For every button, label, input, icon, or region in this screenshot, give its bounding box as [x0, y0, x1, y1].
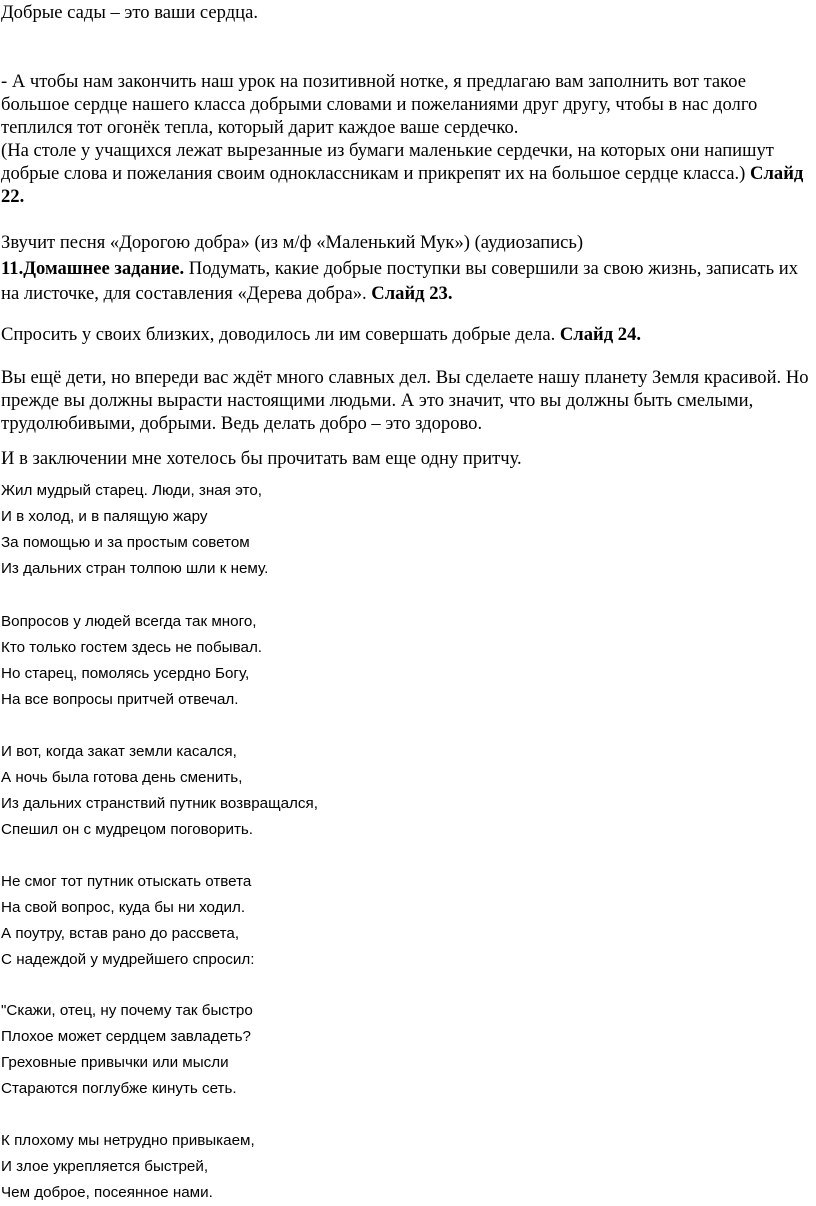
poem-line: На свой вопрос, куда бы ни ходил. — [1, 899, 246, 916]
slide-22-label: Слайд 22. — [1, 163, 804, 207]
paragraph-song: Звучит песня «Дорогою добра» (из м/ф «Маленький Мук») (аудиозапись) — [1, 232, 584, 253]
poem-line: Греховные привычки или мысли — [1, 1054, 229, 1071]
stage-direction-text: (На столе у учащихся лежат вырезанные из бумаги маленькие сердечки, на которых они напишут добрые слова и пожелания своим одноклассникам и прикрепят их на большое сердце класса.) — [1, 140, 774, 184]
poem-stanza-4 — [1, 869, 810, 973]
poem-line: А поутру, встав рано до рассвета, — [1, 925, 240, 942]
poem-line: Не смог тот путник отыскать ответа — [1, 873, 252, 890]
homework-text: Подумать, какие добрые поступки вы совершили за свою жизнь, записать их на листочке, для составления «Дерева добра». — [1, 258, 799, 304]
poem-line: "Скажи, отец, ну почему так быстро — [1, 1002, 253, 1019]
paragraph-ask-relatives — [1, 323, 810, 346]
poem-stanza-3 — [1, 739, 810, 843]
poem-line: Жил мудрый старец. Люди, зная это, — [1, 482, 262, 499]
poem-line: И в холод, и в палящую жару — [1, 508, 208, 525]
poem-line: На все вопросы притчей отвечал. — [1, 691, 239, 708]
paragraph-parable-intro: И в заключении мне хотелось бы прочитать вам еще одну притчу. — [1, 448, 522, 469]
paragraph-homework — [1, 256, 810, 306]
slide-24-label: Слайд 24. — [559, 324, 642, 345]
poem-stanza-6 — [1, 1128, 810, 1206]
poem-line: С надеждой у мудрейшего спросил: — [1, 951, 255, 968]
poem-line: И вот, когда закат земли касался, — [1, 743, 237, 760]
poem-line: Плохое может сердцем завладеть? — [1, 1028, 251, 1045]
slide-23-label: Слайд 23. — [371, 283, 453, 304]
heading-line: Добрые сады – это ваши сердца. — [1, 2, 259, 23]
homework-label: 11.Домашнее задание. — [1, 258, 185, 279]
paragraph-children: Вы ещё дети, но впереди вас ждёт много славных дел. Вы сделаете нашу планету Земля красивой. Но прежде вы должны вырасти настоящими людьми. А это значит, что вы должны быть смелыми, трудолюбивыми, добрыми. Ведь делать добро – это здорово. — [1, 367, 809, 434]
poem-stanza-2 — [1, 609, 810, 713]
poem-line: Чем доброе, посеянное нами. — [1, 1184, 213, 1201]
paragraph-intro: - А чтобы нам закончить наш урок на позитивной нотке, я предлагаю вам заполнить вот такое большое сердце нашего класса добрыми словами и пожеланиями друг другу, чтобы в нас долго теплился тот огонёк тепла, который дарит каждое ваше сердечко. — [1, 71, 758, 138]
poem-line: Стараются поглубже кинуть сеть. — [1, 1080, 237, 1097]
poem-line: Из дальних стран толпою шли к нему. — [1, 560, 269, 577]
poem-line: За помощью и за простым советом — [1, 534, 250, 551]
paragraph-stage-direction — [1, 139, 810, 208]
poem-stanza-1 — [1, 478, 810, 582]
ask-relatives-text: Спросить у своих близких, доводилось ли им совершать добрые дела. — [1, 324, 560, 345]
poem-line: Вопросов у людей всегда так много, — [1, 613, 257, 630]
poem-line: Из дальних странствий путник возвращался, — [1, 795, 318, 812]
poem-stanza-5 — [1, 998, 810, 1102]
poem-line: Кто только гостем здесь не побывал. — [1, 639, 263, 656]
poem-line: К плохому мы нетрудно привыкаем, — [1, 1132, 255, 1149]
poem-line: Но старец, помолясь усердно Богу, — [1, 665, 250, 682]
poem-line: Спешил он с мудрецом поговорить. — [1, 821, 254, 838]
poem-line: И злое укрепляется быстрей, — [1, 1158, 209, 1175]
poem-line: А ночь была готова день сменить, — [1, 769, 243, 786]
